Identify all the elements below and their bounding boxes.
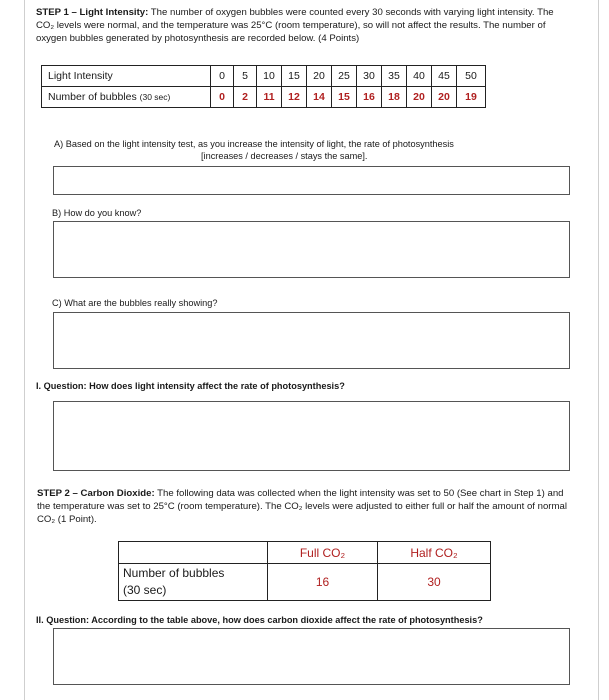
co2-empty-cell [119, 542, 268, 564]
bubbles-cell: 14 [307, 87, 332, 108]
answer-box-c[interactable] [53, 312, 570, 369]
bubbles-cell: 12 [282, 87, 307, 108]
intensity-cell: 30 [357, 66, 382, 87]
answer-box-i[interactable] [53, 401, 570, 471]
question-i: I. Question: How does light intensity affect the rate of photosynthesis? [36, 381, 345, 391]
light-intensity-table [41, 65, 486, 108]
bubbles-cell: 0 [211, 87, 234, 108]
answer-box-b[interactable] [53, 221, 570, 278]
bubbles-cell: 11 [257, 87, 282, 108]
question-ii: II. Question: According to the table above, how does carbon dioxide affect the rate of photosynthesis? [36, 615, 483, 625]
intensity-cell: 25 [332, 66, 357, 87]
step1-paragraph [36, 6, 571, 45]
question-a-options: [increases / decreases / stays the same]. [201, 151, 368, 161]
step2-paragraph [37, 487, 572, 526]
co2-header-row [119, 542, 491, 564]
bubbles-cell: 16 [357, 87, 382, 108]
bubbles-label [42, 87, 211, 108]
light-intensity-row [42, 66, 486, 87]
half-co2-value: 30 [378, 564, 491, 601]
carbon-dioxide-table [118, 541, 491, 601]
intensity-cell: 15 [282, 66, 307, 87]
bubbles-label-suffix: (30 sec) [139, 92, 171, 102]
bubbles-label-text: Number of bubbles [48, 91, 137, 103]
intensity-cell: 40 [407, 66, 432, 87]
answer-box-ii[interactable] [53, 628, 570, 685]
question-a-line1: A) Based on the light intensity test, as you increase the intensity of light, the rate of photosynthesis [54, 139, 454, 149]
intensity-cell: 35 [382, 66, 407, 87]
co2-data-row [119, 564, 491, 601]
bubbles-cell: 18 [382, 87, 407, 108]
step2-text: The following data was collected when the light intensity was set to 50 (See chart in Step 1) and the temperature was set to 25°C (room temperature). The CO₂ levels were adjusted to either full or half the amount of normal CO₂ (1 Point). [37, 488, 567, 525]
intensity-cell: 10 [257, 66, 282, 87]
intensity-cell: 5 [234, 66, 257, 87]
bubbles-cell: 15 [332, 87, 357, 108]
light-intensity-label: Light Intensity [42, 66, 211, 87]
bubbles-cell: 2 [234, 87, 257, 108]
intensity-cell: 50 [457, 66, 486, 87]
bubbles-cell: 20 [407, 87, 432, 108]
step1-heading: STEP 1 – Light Intensity: [36, 7, 149, 18]
question-c: C) What are the bubbles really showing? [52, 298, 218, 308]
intensity-cell: 0 [211, 66, 234, 87]
half-co2-header: Half CO₂ [378, 542, 491, 564]
co2-row-label-line1: Number of bubbles [123, 566, 225, 580]
intensity-cell: 20 [307, 66, 332, 87]
full-co2-value: 16 [268, 564, 378, 601]
co2-row-label [119, 564, 268, 601]
question-b: B) How do you know? [52, 208, 142, 218]
intensity-cell: 45 [432, 66, 457, 87]
full-co2-header: Full CO₂ [268, 542, 378, 564]
bubbles-cell: 19 [457, 87, 486, 108]
bubbles-row [42, 87, 486, 108]
answer-box-a[interactable] [53, 166, 570, 195]
step1-text: The number of oxygen bubbles were counted every 30 seconds with varying light intensity. The CO₂ levels were normal, and the temperature was 25°C (room temperature), so will not affect the results. The number of oxygen bubbles generated by photosynthesis are recorded below. (4 Points) [36, 7, 554, 44]
bubbles-cell: 20 [432, 87, 457, 108]
step2-heading: STEP 2 – Carbon Dioxide: [37, 488, 155, 499]
co2-row-label-line2: (30 sec) [123, 583, 167, 597]
